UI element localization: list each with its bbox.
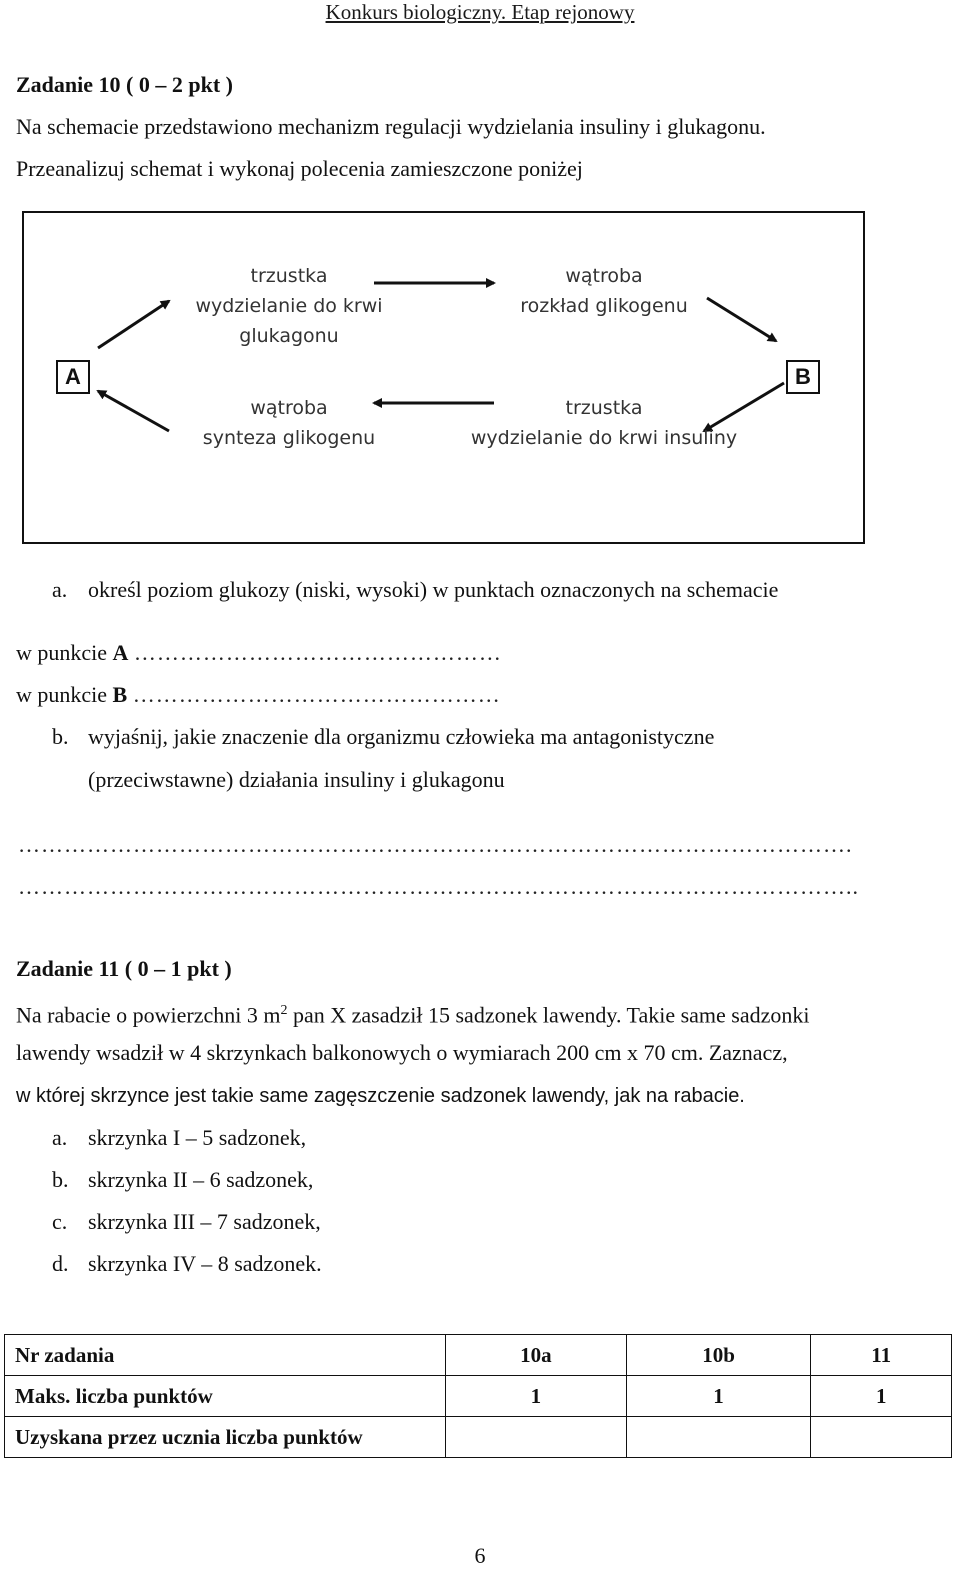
option-b-marker: b. [52,1167,69,1192]
arrow-down-left [98,391,169,431]
page-number: 6 [474,1543,486,1568]
table-row [5,1417,952,1458]
table-row [5,1335,952,1376]
task10-intro-line1: Na schemacie przedstawiono mechanizm regulacji wydzielania insuliny i glukagonu. [16,114,766,139]
point-b-line: w punkcie B ………………………………………… [16,682,501,707]
part-b-answer-line1[interactable]: ………………………………………………………………………………………………. [18,832,853,857]
option-d[interactable]: skrzynka IV – 8 sadzonek. [88,1251,322,1276]
task11-title: Zadanie 11 ( 0 – 1 pkt ) [16,956,232,981]
part-b-line2: (przeciwstawne) działania insuliny i glukagonu [88,767,505,792]
task10-intro-line2: Przeanalizuj schemat i wykonaj polecenia zamieszczone poniżej [16,156,583,181]
diagram-text-bottom-right: trzustka wydzielanie do krwi insuliny [470,397,738,449]
table-cell: Maks. liczba punktów [5,1376,446,1417]
part-b-line1: wyjaśnij, jakie znaczenie dla organizmu człowieka ma antagonistyczne [88,724,715,749]
point-b-answer-field[interactable]: ………………………………………… [132,682,501,707]
table-cell: 1 [811,1376,952,1417]
table-cell: 11 [811,1335,952,1376]
part-a-text: określ poziom glukozy (niski, wysoki) w punktach oznaczonych na schemacie [88,577,779,602]
task10-title: Zadanie 10 ( 0 – 2 pkt ) [16,72,233,97]
score-input-cell[interactable] [446,1417,627,1458]
part-b-answer-line2[interactable]: ……………………………………………………………………………………………….. [18,874,859,899]
task11-line1: Na rabacie o powierzchni 3 $m^2$ pan X zasadził 15 sadzonek lawendy. Takie same sadzonki [16,1002,810,1028]
score-input-cell[interactable] [626,1417,811,1458]
option-c-marker: c. [52,1209,68,1234]
score-input-cell[interactable] [811,1417,952,1458]
diagram-text-bottom-left: wątroba synteza glikogenu [202,397,376,449]
table-cell: Uzyskana przez ucznia liczba punktów [5,1417,446,1458]
option-d-marker: d. [52,1251,69,1276]
option-b[interactable]: skrzynka II – 6 sadzonek, [88,1167,314,1192]
diagram-label-b: B [786,360,820,394]
regulation-diagram [22,211,865,544]
point-a-line: w punkcie A ………………………………………… [16,640,502,665]
diagram-text-top-left: trzustka wydzielanie do krwi glukagonu [195,265,383,347]
option-a-marker: a. [52,1125,68,1150]
part-a-marker: a. [52,577,68,602]
diagram-arrows [24,213,867,546]
point-a-answer-field[interactable]: ………………………………………… [133,640,502,665]
table-row [5,1376,952,1417]
score-table [4,1334,952,1458]
table-cell: 1 [446,1376,627,1417]
arrow-down-right [707,298,776,341]
option-c[interactable]: skrzynka III – 7 sadzonek, [88,1209,321,1234]
diagram-text-top-right: wątroba rozkład glikogenu [520,265,688,317]
table-cell: 10b [626,1335,811,1376]
task11-line2: lawendy wsadził w 4 skrzynkach balkonowych o wymiarach 200 cm x 70 cm. Zaznacz, [16,1040,788,1065]
page-header: Konkurs biologiczny. Etap rejonowy [325,0,635,24]
diagram-label-a: A [56,360,90,394]
option-a[interactable]: skrzynka I – 5 sadzonek, [88,1125,307,1150]
part-b-marker: b. [52,724,69,749]
table-cell: 10a [446,1335,627,1376]
task11-line3: w której skrzynce jest takie same zagęszczenie sadzonek lawendy, jak na rabacie. [16,1085,745,1107]
table-cell: 1 [626,1376,811,1417]
table-cell: Nr zadania [5,1335,446,1376]
arrow-up-left [98,301,169,348]
